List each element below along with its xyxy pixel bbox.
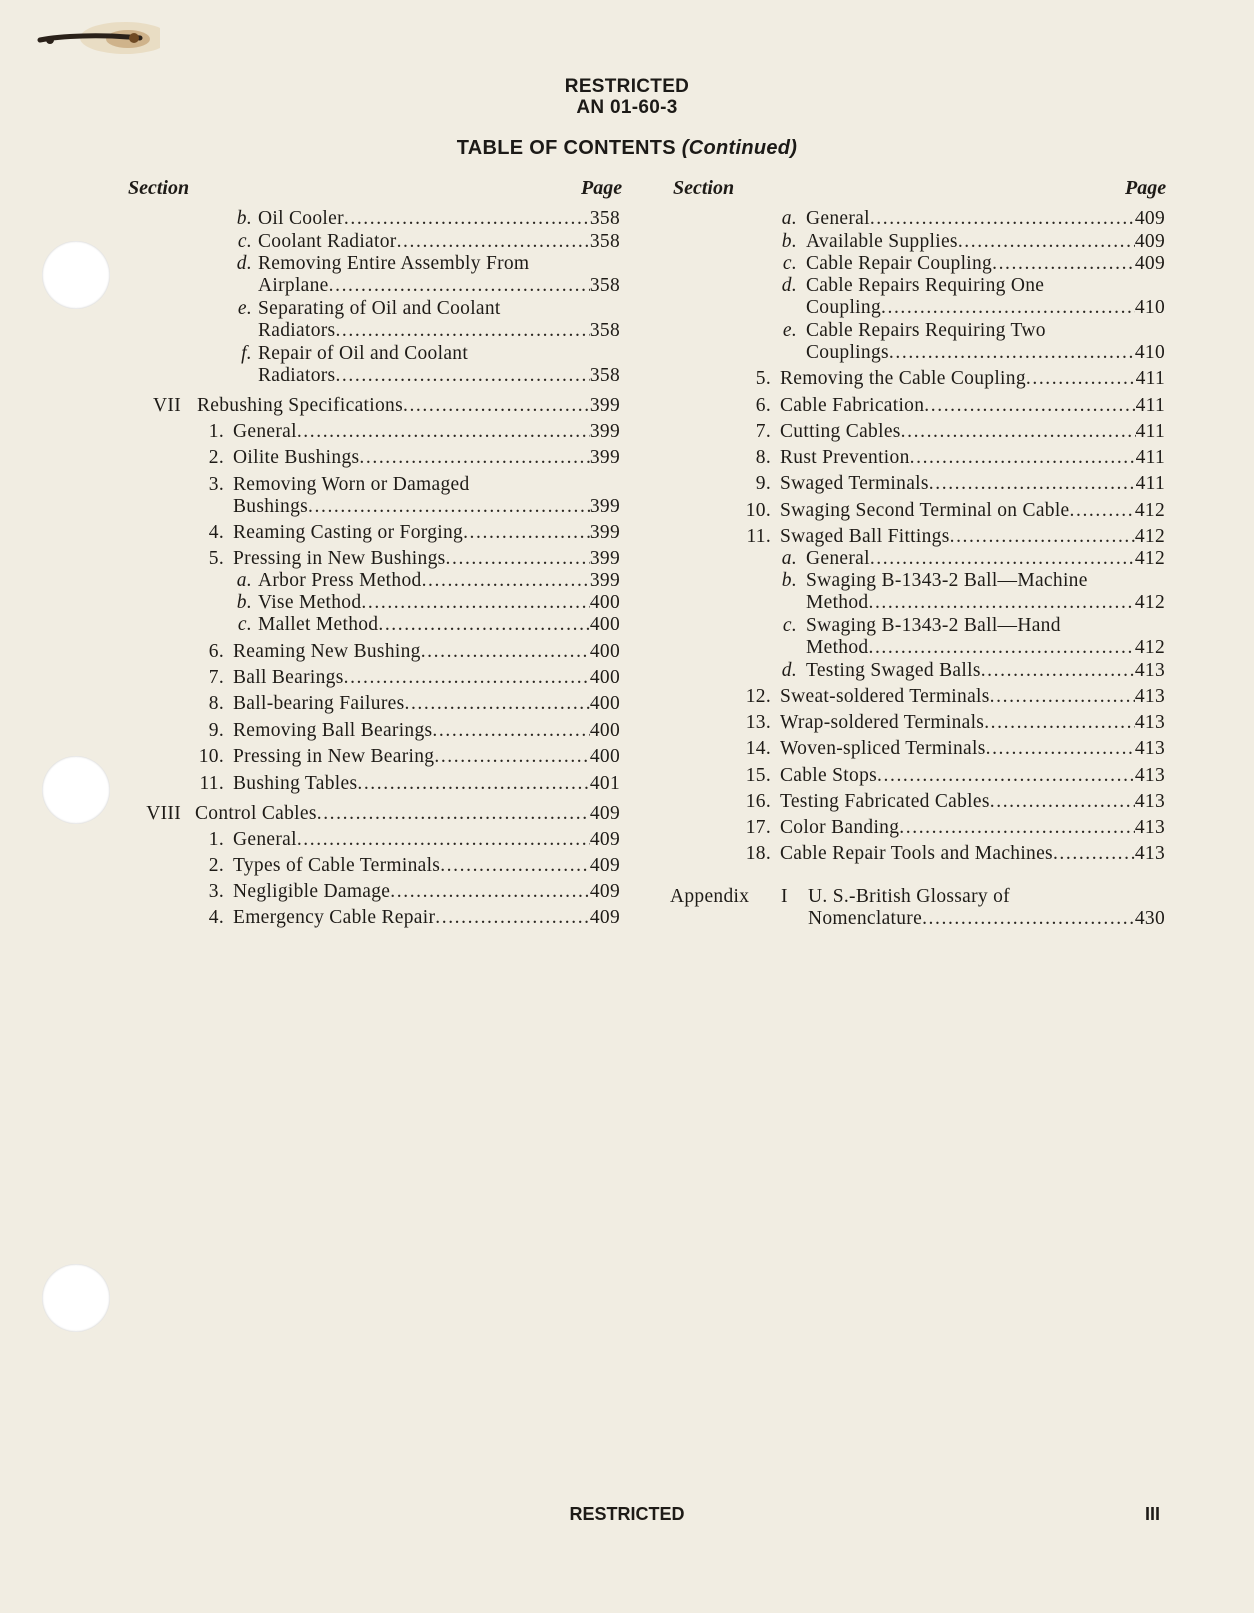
toc-entry-title-line: Coolant Radiator	[258, 231, 397, 252]
page-title	[0, 137, 1254, 160]
toc-entry-title-line: General	[233, 421, 297, 442]
dot-leader	[984, 712, 1135, 734]
toc-entry-page: 409	[589, 907, 620, 928]
dot-leader	[868, 592, 1134, 614]
toc-entry-number: c.	[782, 615, 797, 636]
toc-entry-page: 412	[1134, 637, 1165, 658]
dot-leader	[924, 395, 1135, 417]
toc-entry-number: VII	[153, 395, 181, 416]
toc-entry-title-line: Rebushing Specifications	[197, 395, 403, 416]
dot-leader	[910, 447, 1136, 469]
toc-entry-number: 16.	[745, 791, 771, 812]
toc-entry-title	[258, 253, 620, 297]
toc-entry-page: 411	[1135, 421, 1165, 442]
toc-entry-page: 412	[1134, 500, 1165, 521]
toc-entry-title	[233, 881, 620, 903]
toc-entry-title	[806, 208, 1165, 230]
toc-entry-title-line: Reaming Casting or Forging	[233, 522, 464, 543]
toc-entry-title-line: Wrap-soldered Terminals	[780, 712, 985, 733]
toc-entry-number: a.	[236, 570, 252, 591]
toc-entry-title	[233, 474, 620, 518]
toc-entry-page: 413	[1134, 765, 1165, 786]
toc-entry-title	[258, 208, 620, 230]
toc-entry-number: 18.	[745, 843, 771, 864]
toc-entry-title	[806, 615, 1165, 659]
header-classification: RESTRICTED	[564, 76, 690, 97]
dot-leader	[422, 570, 590, 592]
toc-entry-number: 6.	[208, 641, 224, 662]
toc-entry-number: 5.	[208, 548, 224, 569]
toc-entry-number: 2.	[208, 447, 224, 468]
toc-entry-number: b.	[236, 208, 252, 229]
dot-leader	[329, 275, 590, 297]
toc-entry-page: 412	[1134, 548, 1165, 569]
toc-entry-page: 400	[589, 614, 620, 635]
toc-entry-page: 399	[589, 548, 620, 569]
dot-leader	[1053, 843, 1135, 865]
toc-entry-title-line: Bushing Tables	[233, 773, 358, 794]
toc-entry-page: 400	[589, 746, 620, 767]
toc-entry-title	[780, 817, 1165, 839]
toc-entry-number: 15.	[745, 765, 771, 786]
toc-entry-page: 412	[1134, 526, 1165, 547]
toc-entry-page: 409	[589, 803, 620, 824]
toc-entry-page: 413	[1134, 712, 1165, 733]
toc-entry-number: a.	[781, 208, 797, 229]
toc-entry-page: 358	[589, 320, 620, 341]
toc-entry-title	[197, 395, 620, 417]
toc-entry-title	[233, 693, 620, 715]
dot-leader	[922, 908, 1135, 930]
toc-entry-page: 413	[1134, 686, 1165, 707]
toc-entry-title-line: Method	[806, 637, 869, 658]
toc-entry-title-line: Radiators	[258, 365, 336, 386]
toc-entry-title	[233, 829, 620, 851]
toc-entry-title-line: Cable Repair Coupling	[806, 253, 993, 274]
toc-entry-title	[806, 320, 1165, 364]
toc-entry-title-line: Radiators	[258, 320, 336, 341]
toc-entry-title-line: Removing Worn or Damaged	[233, 474, 470, 495]
toc-entry-number: 10.	[198, 746, 224, 767]
toc-entry-title	[780, 368, 1165, 390]
toc-entry-title	[806, 570, 1165, 614]
toc-entry-title	[780, 500, 1165, 522]
toc-entry-title-line: Swaged Terminals	[780, 473, 929, 494]
toc-entry-number: VIII	[146, 803, 181, 824]
toc-entry-title	[258, 298, 620, 342]
toc-entry-title	[780, 421, 1165, 443]
dot-leader	[357, 773, 589, 795]
appendix-number: I	[781, 886, 788, 907]
dot-leader	[434, 746, 590, 768]
footer-page-number: III	[1145, 1504, 1161, 1524]
toc-entry-number: 2.	[208, 855, 224, 876]
toc-entry-title-line: Cable Repairs Requiring Two	[806, 320, 1046, 341]
toc-entry-title-line: Testing Fabricated Cables	[780, 791, 990, 812]
dot-leader	[870, 208, 1135, 230]
toc-entry-page: 400	[589, 592, 620, 613]
toc-entry-title-line: Removing Entire Assembly From	[258, 253, 530, 274]
toc-entry-number: 11.	[199, 773, 224, 794]
toc-entry-title-line: Pressing in New Bearing	[233, 746, 435, 767]
toc-entry-number: b.	[236, 592, 252, 613]
dot-leader	[432, 720, 589, 742]
toc-entry-title	[780, 738, 1165, 760]
toc-entry-number: e.	[237, 298, 252, 319]
toc-entry-title-line: Color Banding	[780, 817, 900, 838]
toc-entry-title	[258, 614, 620, 636]
binder-hole-bottom	[42, 1264, 110, 1332]
toc-entry-title	[780, 791, 1165, 813]
toc-entry-number: 8.	[755, 447, 771, 468]
toc-entry-title	[233, 773, 620, 795]
toc-entry-title-line: Woven-spliced Terminals	[780, 738, 986, 759]
dot-leader	[992, 253, 1135, 275]
toc-entry-page: 413	[1134, 791, 1165, 812]
dot-leader	[899, 817, 1135, 839]
toc-entry-title-line: Oilite Bushings	[233, 447, 360, 468]
dot-leader	[335, 320, 589, 342]
toc-entry-page: 358	[589, 208, 620, 229]
toc-entry-title	[806, 660, 1165, 682]
toc-entry-title-line: Reaming New Bushing	[233, 641, 421, 662]
toc-entry-title-line: Sweat-soldered Terminals	[780, 686, 990, 707]
toc-entry-page: 413	[1134, 660, 1165, 681]
dot-leader	[950, 526, 1135, 548]
dot-leader	[901, 421, 1136, 443]
dot-leader	[317, 803, 590, 825]
dot-leader	[359, 447, 589, 469]
toc-entry-title	[258, 570, 620, 592]
toc-entry-page: 400	[589, 720, 620, 741]
dot-leader	[958, 231, 1135, 253]
toc-entry-title-line: Cable Fabrication	[780, 395, 925, 416]
header-doc-number: AN 01-60-3	[576, 97, 678, 118]
toc-entry-title-line: Rust Prevention	[780, 447, 910, 468]
toc-entry-title-line: Ball Bearings	[233, 667, 344, 688]
toc-entry-page: 411	[1135, 395, 1165, 416]
toc-entry-number: b.	[781, 570, 797, 591]
toc-entry-number: 3.	[208, 881, 224, 902]
title-suffix: (Continued)	[681, 137, 798, 159]
toc-entry-number: 9.	[755, 473, 771, 494]
toc-entry-page: 400	[589, 667, 620, 688]
toc-entry-number: 6.	[755, 395, 771, 416]
toc-entry-title	[806, 253, 1165, 275]
toc-entry-title	[233, 720, 620, 742]
dot-leader	[404, 693, 589, 715]
toc-entry-title-line: Swaging Second Terminal on Cable	[780, 500, 1070, 521]
toc-entry-title	[233, 746, 620, 768]
toc-entry-page: 409	[589, 881, 620, 902]
toc-entry-title	[233, 447, 620, 469]
toc-entry-number: 17.	[745, 817, 771, 838]
toc-entry-title-line: Arbor Press Method	[258, 570, 422, 591]
toc-entry-title-line: U. S.-British Glossary of	[808, 886, 1010, 907]
toc-entry-number: 11.	[746, 526, 771, 547]
toc-entry-title	[780, 686, 1165, 708]
toc-entry-page: 409	[589, 855, 620, 876]
toc-entry-number: c.	[782, 253, 797, 274]
dot-leader	[297, 421, 590, 443]
toc-entry-title	[808, 886, 1165, 930]
toc-entry-number: d.	[236, 253, 252, 274]
dot-leader	[344, 208, 590, 230]
toc-entry-title	[780, 447, 1165, 469]
toc-entry-page: 400	[589, 641, 620, 662]
toc-entry-title-line: Coupling	[806, 297, 881, 318]
binder-hole-middle	[42, 756, 110, 824]
toc-entry-number: 3.	[208, 474, 224, 495]
toc-entry-title	[258, 231, 620, 253]
toc-entry-title	[233, 907, 620, 929]
toc-entry-number: 4.	[208, 907, 224, 928]
toc-entry-title-line: General	[806, 208, 870, 229]
toc-entry-title-line: Negligible Damage	[233, 881, 391, 902]
toc-entry-page: 409	[1134, 231, 1165, 252]
toc-entry-title-line: Oil Cooler	[258, 208, 344, 229]
toc-entry-title	[195, 803, 620, 825]
toc-entry-title	[780, 473, 1165, 495]
toc-entry-number: 10.	[745, 500, 771, 521]
title-main: TABLE OF CONTENTS	[456, 137, 676, 159]
dot-leader	[929, 473, 1136, 495]
toc-entry-title-line: Pressing in New Bushings	[233, 548, 446, 569]
toc-entry-title-line: Ball-bearing Failures	[233, 693, 405, 714]
toc-entry-page: 412	[1134, 592, 1165, 613]
toc-entry-number: 5.	[755, 368, 771, 389]
toc-entry-title	[780, 843, 1165, 865]
toc-entry-page: 400	[589, 693, 620, 714]
toc-entry-number: a.	[781, 548, 797, 569]
toc-entry-title	[233, 522, 620, 544]
toc-entry-title-line: Nomenclature	[808, 908, 923, 929]
toc-entry-title-line: Mallet Method	[258, 614, 379, 635]
toc-entry-page: 413	[1134, 843, 1165, 864]
dot-leader	[440, 855, 590, 877]
toc-entry-number: d.	[781, 275, 797, 296]
toc-entry-number: f.	[241, 343, 252, 364]
toc-entry-page: 401	[589, 773, 620, 794]
toc-entry-number: 1.	[208, 829, 224, 850]
dot-leader	[308, 496, 590, 518]
toc-entry-page: 413	[1134, 817, 1165, 838]
toc-entry-page: 399	[589, 421, 620, 442]
dot-leader	[990, 791, 1135, 813]
right-page-heading: Page	[1125, 177, 1167, 199]
toc-entry-title-line: Cable Repairs Requiring One	[806, 275, 1045, 296]
dot-leader	[1070, 500, 1135, 522]
toc-entry-title-line: Emergency Cable Repair	[233, 907, 436, 928]
toc-entry-title-line: Cutting Cables	[780, 421, 901, 442]
dot-leader	[297, 829, 590, 851]
toc-entry-page: 410	[1134, 342, 1165, 363]
toc-entry-number: 7.	[755, 421, 771, 442]
dot-leader	[889, 342, 1135, 364]
toc-entry-title	[233, 641, 620, 663]
toc-entry-title-line: Control Cables	[195, 803, 317, 824]
dot-leader	[421, 641, 590, 663]
toc-entry-page: 410	[1134, 297, 1165, 318]
toc-entry-number: 13.	[745, 712, 771, 733]
dot-leader	[361, 592, 589, 614]
toc-entry-number: d.	[781, 660, 797, 681]
toc-entry-page: 399	[589, 570, 620, 591]
toc-entry-title-line: Couplings	[806, 342, 889, 363]
toc-entry-page: 411	[1135, 473, 1165, 494]
toc-entry-page: 430	[1134, 908, 1165, 929]
dot-leader	[877, 765, 1135, 787]
toc-entry-page: 399	[589, 522, 620, 543]
toc-entry-title	[233, 421, 620, 443]
toc-entry-page: 358	[589, 231, 620, 252]
dot-leader	[446, 548, 590, 570]
toc-entry-title-line: Cable Stops	[780, 765, 878, 786]
toc-entry-title-line: General	[806, 548, 870, 569]
toc-entry-title	[806, 548, 1165, 570]
dot-leader	[403, 395, 590, 417]
toc-entry-number: c.	[237, 614, 252, 635]
toc-entry-number: 9.	[208, 720, 224, 741]
dot-leader	[986, 738, 1135, 760]
toc-entry-title-line: Removing the Cable Coupling	[780, 368, 1026, 389]
toc-entry-page: 358	[589, 365, 620, 386]
toc-entry-number: 7.	[208, 667, 224, 688]
toc-entry-title	[233, 548, 620, 570]
toc-entry-page: 399	[589, 447, 620, 468]
dot-leader	[390, 881, 590, 903]
toc-entry-page: 358	[589, 275, 620, 296]
toc-entry-number: e.	[782, 320, 797, 341]
dot-leader	[335, 365, 589, 387]
toc-entry-title-line: Swaged Ball Fittings	[780, 526, 950, 547]
dot-leader	[1026, 368, 1136, 390]
toc-entry-number: c.	[237, 231, 252, 252]
dot-leader	[344, 667, 590, 689]
toc-entry-title	[780, 526, 1165, 548]
toc-entry-title-line: Swaging B-1343-2 Ball—Machine	[806, 570, 1088, 591]
toc-entry-title-line: Swaging B-1343-2 Ball—Hand	[806, 615, 1061, 636]
toc-entry-title	[258, 343, 620, 387]
toc-entry-title-line: Removing Ball Bearings	[233, 720, 433, 741]
toc-entry-page: 409	[589, 829, 620, 850]
dot-leader	[990, 686, 1135, 708]
toc-entry-page: 399	[589, 395, 620, 416]
toc-entry-number: 4.	[208, 522, 224, 543]
toc-entry-title-line: Airplane	[258, 275, 329, 296]
toc-entry-title-line: Available Supplies	[806, 231, 958, 252]
toc-entry-number: 12.	[745, 686, 771, 707]
toc-entry-title	[258, 592, 620, 614]
toc-entry-title	[233, 855, 620, 877]
toc-entry-number: Appendix	[670, 886, 750, 907]
toc-entry-page: 411	[1135, 368, 1165, 389]
dot-leader	[881, 297, 1135, 319]
toc-entry-title-line: Types of Cable Terminals	[233, 855, 441, 876]
dot-leader	[397, 231, 590, 253]
toc-entry-title-line: Bushings	[233, 496, 309, 517]
toc-entry-number: 14.	[745, 738, 771, 759]
toc-entry-title-line: Testing Swaged Balls	[806, 660, 981, 681]
left-page-heading: Page	[581, 177, 623, 199]
toc-entry-number: 1.	[208, 421, 224, 442]
rust-stain-mark	[30, 20, 160, 60]
toc-entry-title-line: Separating of Oil and Coolant	[258, 298, 501, 319]
toc-entry-title	[780, 395, 1165, 417]
binder-hole-top	[42, 241, 110, 309]
toc-entry-title-line: General	[233, 829, 297, 850]
toc-entry-page: 411	[1135, 447, 1165, 468]
dot-leader	[378, 614, 590, 636]
left-section-heading: Section	[128, 177, 190, 199]
dot-leader	[870, 548, 1135, 570]
toc-entry-number: 8.	[208, 693, 224, 714]
toc-entry-title	[780, 765, 1165, 787]
dot-leader	[435, 907, 590, 929]
dot-leader	[463, 522, 590, 544]
toc-entry-title	[806, 275, 1165, 319]
toc-entry-title-line: Repair of Oil and Coolant	[258, 343, 469, 364]
right-section-heading: Section	[673, 177, 735, 199]
toc-entry-title-line: Vise Method	[258, 592, 362, 613]
toc-entry-number: b.	[781, 231, 797, 252]
toc-entry-title-line: Method	[806, 592, 869, 613]
toc-entry-title	[780, 712, 1165, 734]
toc-entry-title	[806, 231, 1165, 253]
dot-leader	[868, 637, 1134, 659]
toc-entry-page: 409	[1134, 208, 1165, 229]
toc-entry-page: 399	[589, 496, 620, 517]
toc-entry-title-line: Cable Repair Tools and Machines	[780, 843, 1053, 864]
footer-classification: RESTRICTED	[569, 1504, 685, 1524]
toc-entry-title	[233, 667, 620, 689]
toc-entry-page: 413	[1134, 738, 1165, 759]
dot-leader	[981, 660, 1135, 682]
toc-entry-page: 409	[1134, 253, 1165, 274]
